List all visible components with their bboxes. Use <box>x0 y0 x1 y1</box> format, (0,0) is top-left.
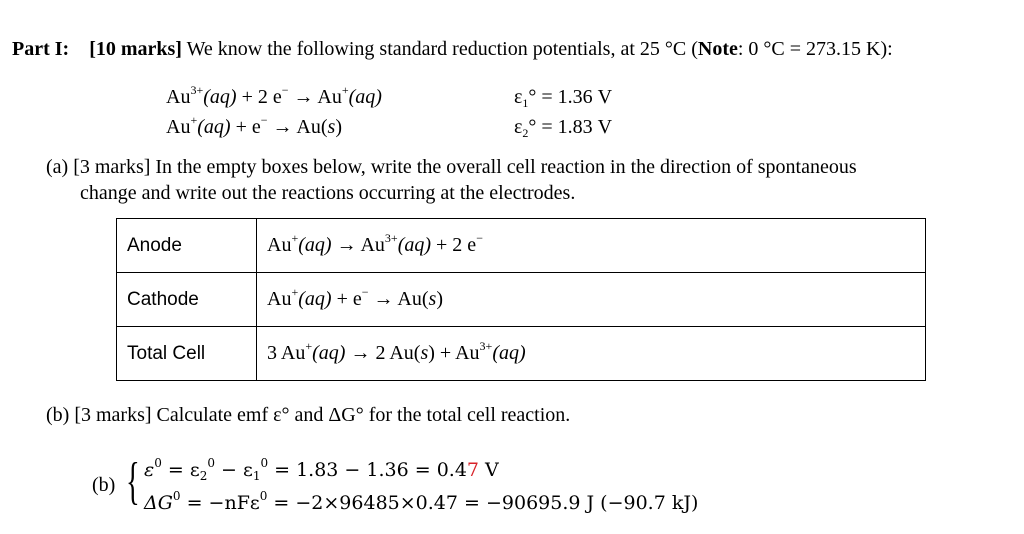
total-product-phase: s <box>420 342 429 364</box>
reaction-2 <box>166 114 342 140</box>
cathode-electron-charge: − <box>361 285 369 299</box>
reaction-1-phase: (aq) <box>203 86 237 108</box>
answer-b-label: (b) <box>92 474 116 496</box>
gibbs-value: = −2×96485×0.47 = −90695.9 J (−90.7 kJ) <box>267 492 699 514</box>
potential-2 <box>514 114 612 140</box>
cathode-product-phase: s <box>428 288 437 310</box>
cathode-reaction <box>257 273 926 327</box>
table-row <box>117 273 926 327</box>
part-heading <box>12 36 893 62</box>
table-row <box>117 327 926 381</box>
cathode-species-phase: (aq) <box>298 288 332 310</box>
cathode-electrons: + e <box>331 288 362 310</box>
reaction-2-electron-charge: − <box>260 113 268 127</box>
reaction-1 <box>166 84 382 110</box>
anode-species: Au <box>267 234 292 256</box>
reaction-1-electron-charge: − <box>281 83 289 97</box>
emf-unit: V <box>479 459 499 481</box>
potential-1-subscript: 1 <box>522 96 529 110</box>
answer-brace: { <box>126 453 140 510</box>
total-product-charge: 3+ <box>479 339 493 353</box>
reaction-2-electrons: + e <box>230 116 261 138</box>
anode-product: Au <box>360 234 385 256</box>
potential-2-subscript: 2 <box>522 126 529 140</box>
potential-2-value: ° = 1.83 V <box>528 116 613 138</box>
anode-arrow: → <box>331 234 361 256</box>
anode-product-charge: 3+ <box>384 231 398 245</box>
reaction-1-product-charge: + <box>341 83 349 97</box>
potential-2-symbol: ε <box>514 116 523 138</box>
potential-1-value: ° = 1.36 V <box>528 86 613 108</box>
reaction-2-phase: (aq) <box>197 116 231 138</box>
reaction-1-product-phase: (aq) <box>348 86 382 108</box>
question-b: (b) [3 marks] Calculate emf ε° and ΔG° for the total cell reaction. <box>46 404 571 426</box>
reaction-2-product: Au( <box>296 116 328 138</box>
question-a-line-1: (a) [3 marks] In the empty boxes below, write the overall cell reaction in the direction of spontaneous <box>46 156 857 178</box>
reaction-2-arrow: → <box>267 116 297 138</box>
emf-value: = 1.83 − 1.36 = 0.4 <box>268 459 467 481</box>
gibbs-superscript: 0 <box>172 489 181 503</box>
reaction-2-species: Au <box>166 116 191 138</box>
total-cell-reaction <box>257 327 926 381</box>
gibbs-equation <box>144 490 698 516</box>
cathode-label: Cathode <box>117 273 257 327</box>
emf-red-digit: 7 <box>466 459 480 481</box>
emf-sub-1: 1 <box>252 469 261 483</box>
emf-symbol: ε <box>144 459 155 481</box>
reaction-1-arrow: → <box>288 86 318 108</box>
gibbs-symbol: ΔG <box>144 492 173 514</box>
part-label: Part I: <box>12 38 70 60</box>
total-species-phase: (aq) <box>312 342 346 364</box>
potential-1-symbol: ε <box>514 86 523 108</box>
total-arrow: → <box>345 342 376 364</box>
anode-product-phase: (aq) <box>397 234 432 256</box>
emf-sub-2: 2 <box>199 469 208 483</box>
reaction-2-charge: + <box>190 113 198 127</box>
total-product-2-phase: (aq) <box>492 342 526 364</box>
anode-species-phase: (aq) <box>298 234 332 256</box>
anode-electrons: + 2 e <box>431 234 477 256</box>
reaction-2-product-end: ) <box>335 116 342 138</box>
total-species: 3 Au <box>267 342 306 364</box>
emf-superscript: 0 <box>154 456 162 470</box>
reaction-1-charge: 3+ <box>190 83 204 97</box>
reaction-1-species: Au <box>166 86 191 108</box>
part-marks: [10 marks] <box>89 38 182 60</box>
cathode-species-charge: + <box>291 285 299 299</box>
part-intro: We know the following standard reduction potentials, at 25 °C ( <box>186 38 698 60</box>
reaction-2-product-phase: s <box>327 116 336 138</box>
total-product-end: ) + Au <box>428 342 480 364</box>
emf-minus: − ε <box>214 459 253 481</box>
total-cell-label: Total Cell <box>117 327 257 381</box>
anode-reaction <box>257 219 926 273</box>
emf-sup-1: 0 <box>260 456 269 470</box>
cathode-species: Au <box>267 288 292 310</box>
anode-label: Anode <box>117 219 257 273</box>
gibbs-formula: = −nFε <box>180 492 260 514</box>
emf-eq-part: = ε <box>161 459 200 481</box>
emf-sup-2: 0 <box>207 456 215 470</box>
anode-electron-charge: − <box>476 231 483 245</box>
potential-1 <box>514 84 612 110</box>
table-row <box>117 219 926 273</box>
total-product: 2 Au( <box>375 342 421 364</box>
cathode-product-end: ) <box>436 288 443 310</box>
reaction-1-product: Au <box>317 86 342 108</box>
total-species-charge: + <box>305 339 313 353</box>
cathode-arrow: → <box>368 288 398 310</box>
note-text: : 0 °C = 273.15 K): <box>737 38 893 60</box>
question-a-line-2: change and write out the reactions occurring at the electrodes. <box>80 182 576 204</box>
gibbs-formula-sup: 0 <box>259 489 268 503</box>
anode-species-charge: + <box>291 231 299 245</box>
cathode-product: Au( <box>397 288 429 310</box>
reaction-1-electrons: + 2 e <box>236 86 282 108</box>
emf-equation <box>144 457 499 483</box>
note-label: Note <box>697 38 738 60</box>
electrode-table <box>116 218 926 381</box>
